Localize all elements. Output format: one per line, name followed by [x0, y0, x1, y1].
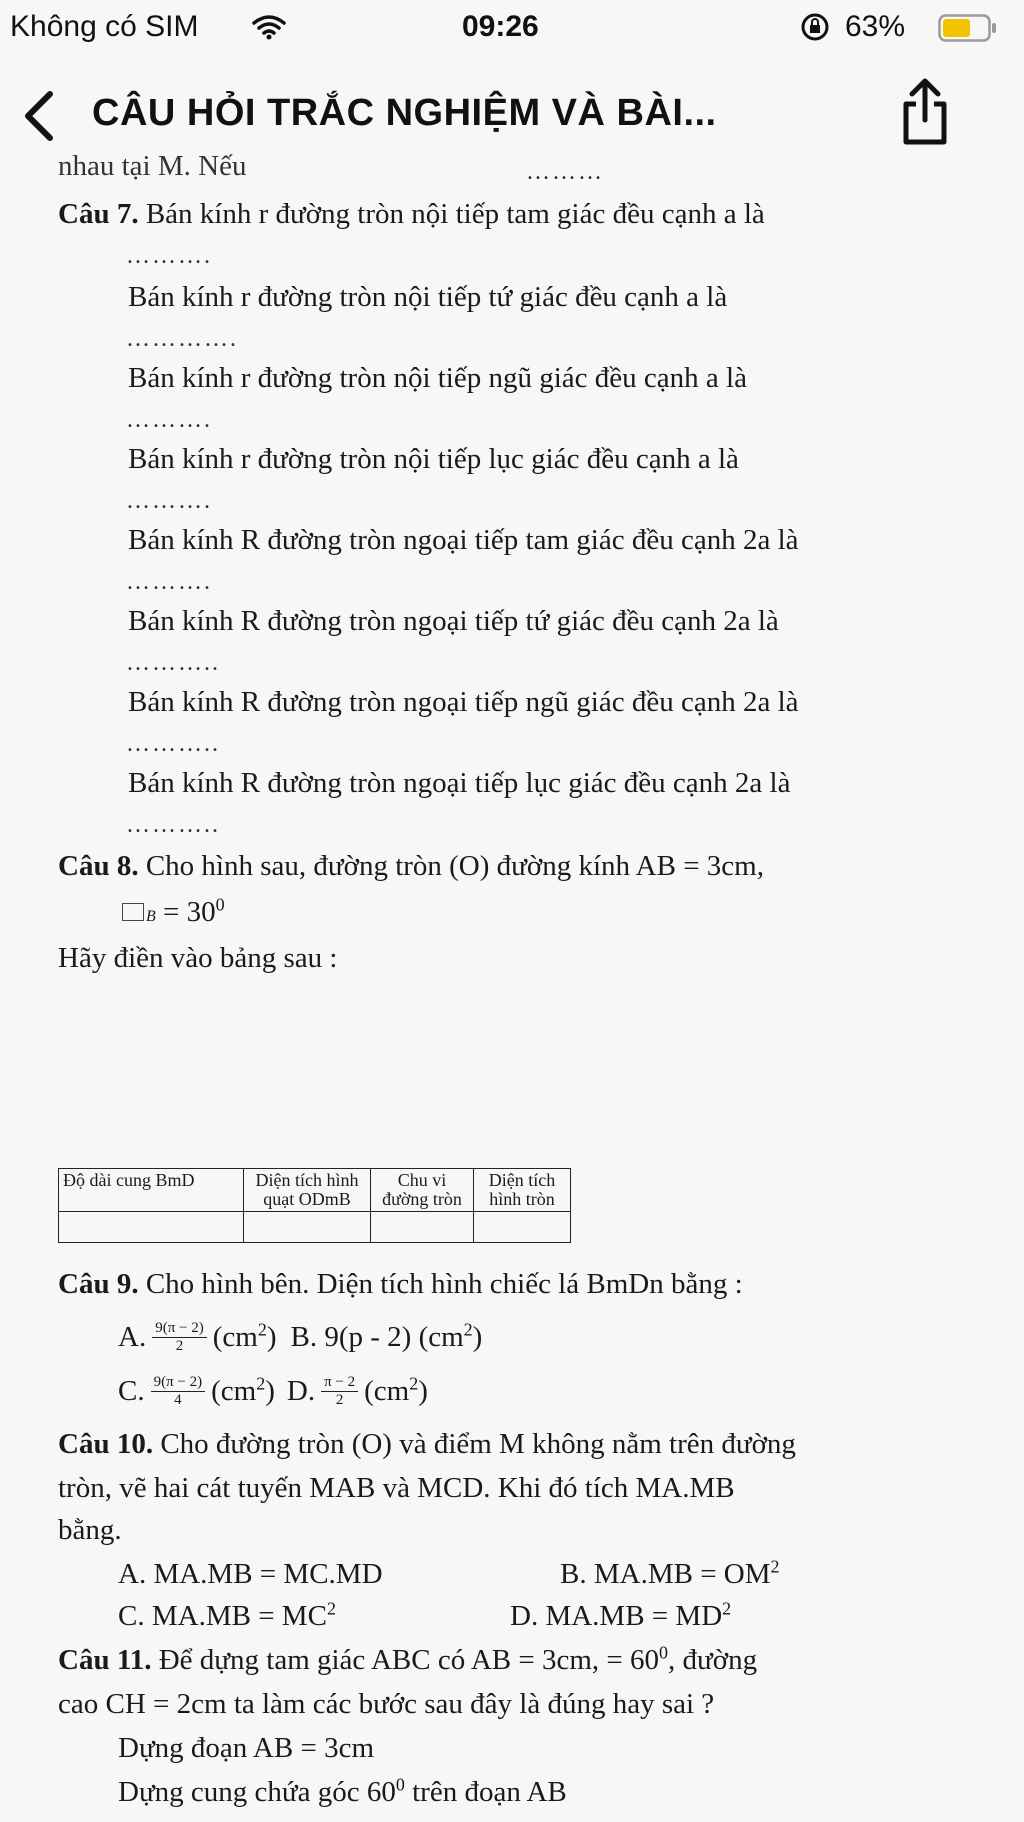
cut-off-dots: ……… [526, 159, 604, 185]
answer-dots: …………. [126, 326, 238, 352]
cau7-line-8: Bán kính R đường tròn ngoại tiếp lục giác đều cạnh 2a là [128, 767, 791, 799]
cut-off-text-line [58, 150, 758, 185]
angle-subscript: B [146, 908, 156, 925]
answer-dots: ………. [126, 569, 212, 595]
option-c-unit: $(cm^2)$ [211, 1372, 275, 1407]
option-b: B. 9(p - 2) $(cm^2)$ [290, 1318, 483, 1353]
orientation-lock-icon [800, 12, 830, 50]
cau7-line-2: Bán kính r đường tròn nội tiếp tứ giác đều cạnh a là [128, 281, 728, 313]
table-cell [59, 1211, 244, 1242]
cau11-step-1: Dựng đoạn AB = 3cm [118, 1732, 375, 1764]
cau7-line-4: Bán kính r đường tròn nội tiếp lục giác đều cạnh a là [128, 443, 739, 475]
answer-dots: ………. [126, 407, 212, 433]
cau10-option-a: A. MA.MB = MC.MD [118, 1558, 383, 1590]
cau9-number: Câu 9. [58, 1268, 139, 1300]
table-cell [244, 1211, 371, 1242]
angle-value: = 30 [163, 896, 216, 928]
share-icon [898, 76, 952, 148]
option-d-fraction: $\frac{\pi - 2}{2}$ [321, 1374, 358, 1408]
page-title: CÂU HỎI TRẮC NGHIỆM VÀ BÀI... [92, 92, 717, 134]
cau10-option-c: C. $MA.MB = MC^2$ [118, 1598, 336, 1632]
cau8-text: Cho hình sau, đường tròn (O) đường kính AB = 3cm, [145, 850, 764, 882]
option-a-label: A. [118, 1320, 147, 1353]
share-button[interactable] [898, 76, 952, 153]
table-row [59, 1211, 571, 1242]
status-bar [0, 0, 1024, 56]
answer-dots: ………. [126, 488, 212, 514]
cau8-number: Câu 8. [58, 850, 139, 882]
header-sector-area: Diện tích hình quạt ODmB [244, 1169, 371, 1212]
cau9-text: Cho hình bên. Diện tích hình chiếc lá BmDn bằng : [145, 1268, 743, 1300]
cau7-line-5: Bán kính R đường tròn ngoại tiếp tam giác đều cạnh 2a là [128, 524, 799, 556]
cau11-heading [58, 1642, 758, 1676]
answer-dots: ……….. [126, 650, 220, 676]
option-c-fraction: $\frac{9(\pi - 2)}{4}$ [151, 1374, 206, 1408]
cau7-line-7: Bán kính R đường tròn ngoại tiếp ngũ giác đều cạnh 2a là [128, 686, 799, 718]
header-circumference: Chu vi đường tròn [371, 1169, 474, 1212]
battery-percentage: 63% [845, 10, 906, 43]
table-cell [474, 1211, 571, 1242]
fill-prompt: Hãy điền vào bảng sau : [58, 942, 338, 974]
option-c-label: C. [118, 1374, 145, 1407]
answer-dots: ………. [126, 243, 212, 269]
battery-icon [938, 14, 998, 50]
back-button[interactable] [20, 90, 56, 147]
cau7-line-1: Bán kính r đường tròn nội tiếp tam giác đều cạnh a là [145, 198, 765, 230]
option-a-fraction: $\frac{9(\pi - 2)}{2}$ [152, 1320, 207, 1354]
carrier-label: Không có SIM [10, 10, 199, 43]
cau7-number: Câu 7. [58, 198, 139, 230]
option-d-label: D. [286, 1374, 316, 1407]
clock: 09:26 [462, 10, 539, 43]
chevron-left-icon [20, 90, 56, 142]
cau9-heading [58, 1270, 743, 1299]
cau11-text-2: cao CH = 2cm ta làm các bước sau đây là đúng hay sai ? [58, 1688, 715, 1720]
cau11-number: Câu 11. [58, 1644, 152, 1676]
angle-degree: 0 [215, 894, 225, 915]
table-header-row [59, 1169, 571, 1212]
cau10-option-b: B. $MA.MB = OM^2$ [560, 1556, 780, 1590]
cau10-number: Câu 10. [58, 1428, 154, 1460]
angle-expression [122, 894, 225, 928]
fill-table [58, 1168, 571, 1243]
cau9-options-cd [118, 1366, 428, 1416]
cau7-line-3: Bán kính r đường tròn nội tiếp ngũ giác đều cạnh a là [128, 362, 747, 394]
table-cell [371, 1211, 474, 1242]
cau10-text-2: tròn, vẽ hai cát tuyến MAB và MCD. Khi đó tích MA.MB [58, 1472, 735, 1504]
option-a-unit: $(cm^2)$ [212, 1318, 277, 1353]
answer-dots: ……….. [126, 731, 220, 757]
cau10-text-3: bằng. [58, 1514, 122, 1546]
cau11-text-1: Để dựng tam giác ABC có AB = 3cm, = $60^0$, đường [158, 1642, 758, 1676]
cau7-line-6: Bán kính R đường tròn ngoại tiếp tứ giác đều cạnh 2a là [128, 605, 779, 637]
cau10-text-1: Cho đường tròn (O) và điểm M không nằm trên đường [160, 1428, 796, 1460]
cau10-heading [58, 1430, 796, 1459]
missing-symbol-icon [122, 903, 144, 921]
cau11-step-2: Dựng cung chứa góc $60^0$ trên đoạn AB [118, 1774, 567, 1808]
cau8-heading [58, 852, 764, 881]
cau10-option-d: D. $MA.MB = MD^2$ [510, 1598, 732, 1632]
header-arc-length: Độ dài cung BmD [59, 1169, 244, 1212]
cau7-heading [58, 200, 765, 229]
answer-dots: ……….. [126, 812, 220, 838]
wifi-icon [252, 14, 286, 48]
header-circle-area: Diện tích hình tròn [474, 1169, 571, 1212]
option-d-unit: $(cm^2)$ [364, 1372, 428, 1407]
cut-off-text: nhau tại M. Nếu [58, 150, 247, 182]
cau9-options-ab [118, 1312, 482, 1362]
